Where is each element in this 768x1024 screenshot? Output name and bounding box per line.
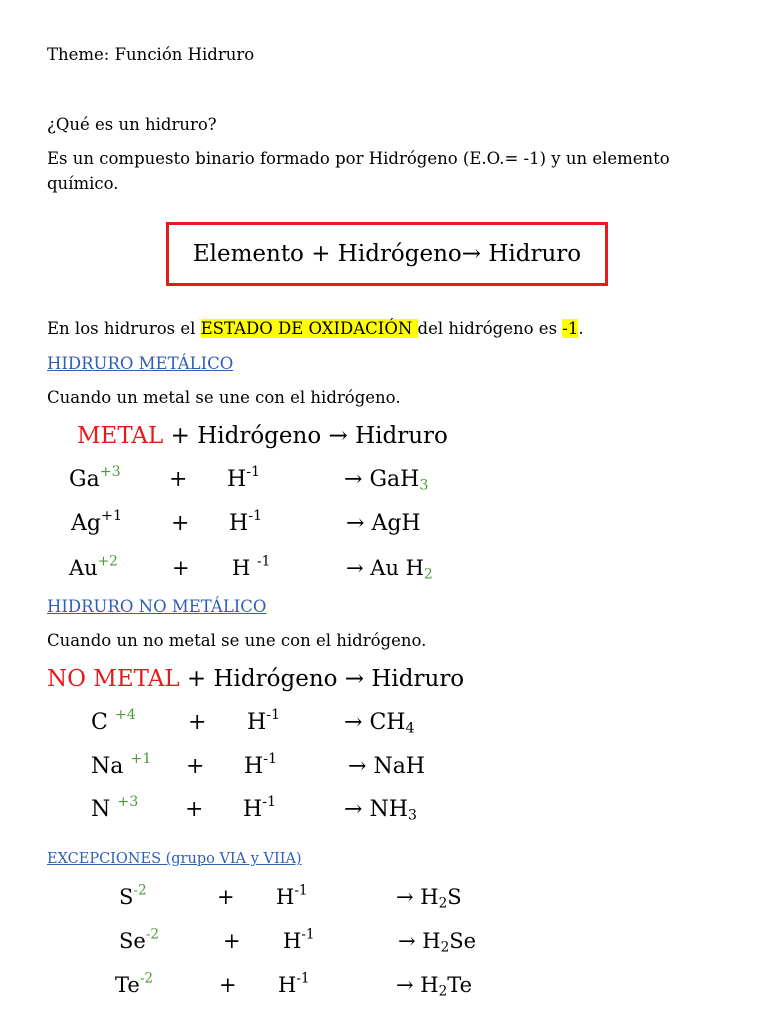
- element: $Au^{+2}$: [69, 553, 118, 580]
- product: → NaH: [348, 754, 425, 779]
- product: → $NH_3$: [344, 797, 417, 824]
- oxidation-suffix: .: [578, 319, 584, 338]
- oxidation-highlight: ESTADO DE OXIDACIÓN: [200, 319, 418, 338]
- metal-equation-rest: + Hidrógeno → Hidruro: [163, 423, 448, 449]
- heading-nonmetallic[interactable]: HIDRURO NO METÁLICO: [47, 597, 267, 616]
- product: → AgH: [346, 511, 421, 536]
- hydrogen: $H^{-1}$: [227, 464, 261, 492]
- box-equation: Elemento + Hidrógeno→ Hidruro: [192, 241, 582, 267]
- plus-sign: +: [217, 885, 235, 909]
- nonmetal-term: NO METAL: [47, 666, 180, 692]
- hydrogen: $H^{-1}$: [229, 508, 263, 536]
- plus-sign: +: [169, 467, 188, 492]
- element: Na $^{+1}$: [91, 751, 152, 779]
- metal-term: METAL: [77, 423, 164, 449]
- plus-sign: +: [223, 929, 241, 953]
- element: $Ag^{+1}$: [71, 508, 123, 536]
- heading-exceptions[interactable]: EXCEPCIONES (grupo VIA y VIIA): [47, 851, 302, 867]
- element: C $^{+4}$: [91, 707, 136, 735]
- plus-sign: +: [172, 556, 190, 580]
- product: → $CH_4$: [344, 710, 415, 737]
- element: $Ga^{+3}$: [69, 464, 121, 492]
- element: $Te^{-2}$: [115, 970, 154, 997]
- metallic-description: Cuando un metal se une con el hidrógeno.: [47, 388, 401, 407]
- hydrogen: $H^{-1}$: [243, 794, 277, 822]
- product: → Au $H_2$: [346, 556, 433, 583]
- nonmetal-equation-rest: + Hidrógeno → Hidruro: [179, 666, 465, 692]
- oxidation-middle: del hidrógeno es: [417, 319, 563, 338]
- plus-sign: +: [185, 797, 204, 822]
- element: $Se^{-2}$: [119, 926, 160, 953]
- hydrogen: $H^{-1}$: [276, 882, 308, 909]
- hydrogen: $H^{-1}$: [283, 926, 315, 953]
- definition-line-2: químico.: [47, 174, 119, 193]
- oxidation-prefix: En los hidruros el: [47, 319, 201, 338]
- definition-line-1: Es un compuesto binario formado por Hidrógeno (E.O.= -1) y un elemento: [47, 149, 670, 168]
- equation-box: [166, 222, 608, 286]
- theme-line: Theme: Función Hidruro: [47, 45, 255, 64]
- nonmetallic-general-equation: [47, 666, 464, 692]
- product: → $H_2Te$: [396, 973, 473, 1000]
- oxidation-sentence: [47, 319, 584, 338]
- product: → $H_2S$: [396, 885, 462, 912]
- heading-metallic[interactable]: HIDRURO METÁLICO: [47, 354, 234, 373]
- product: → $H_2Se$: [398, 929, 477, 956]
- plus-sign: +: [171, 511, 190, 536]
- element: $S^{-2}$: [119, 882, 147, 909]
- product: → GaH$_3$: [344, 467, 429, 494]
- plus-sign: +: [188, 710, 207, 735]
- question: ¿Qué es un hidruro?: [47, 115, 217, 134]
- hydrogen: $H^{-1}$: [244, 751, 278, 779]
- hydrogen: $H^{-1}$: [247, 707, 281, 735]
- plus-sign: +: [186, 754, 205, 779]
- hydrogen: H $^{-1}$: [232, 553, 271, 580]
- oxidation-value: -1: [562, 319, 579, 338]
- element: N $^{+3}$: [91, 794, 139, 822]
- plus-sign: +: [219, 973, 237, 997]
- hydrogen: $H^{-1}$: [278, 970, 310, 997]
- nonmetallic-description: Cuando un no metal se une con el hidrógeno.: [47, 631, 427, 650]
- metallic-general-equation: [77, 423, 448, 449]
